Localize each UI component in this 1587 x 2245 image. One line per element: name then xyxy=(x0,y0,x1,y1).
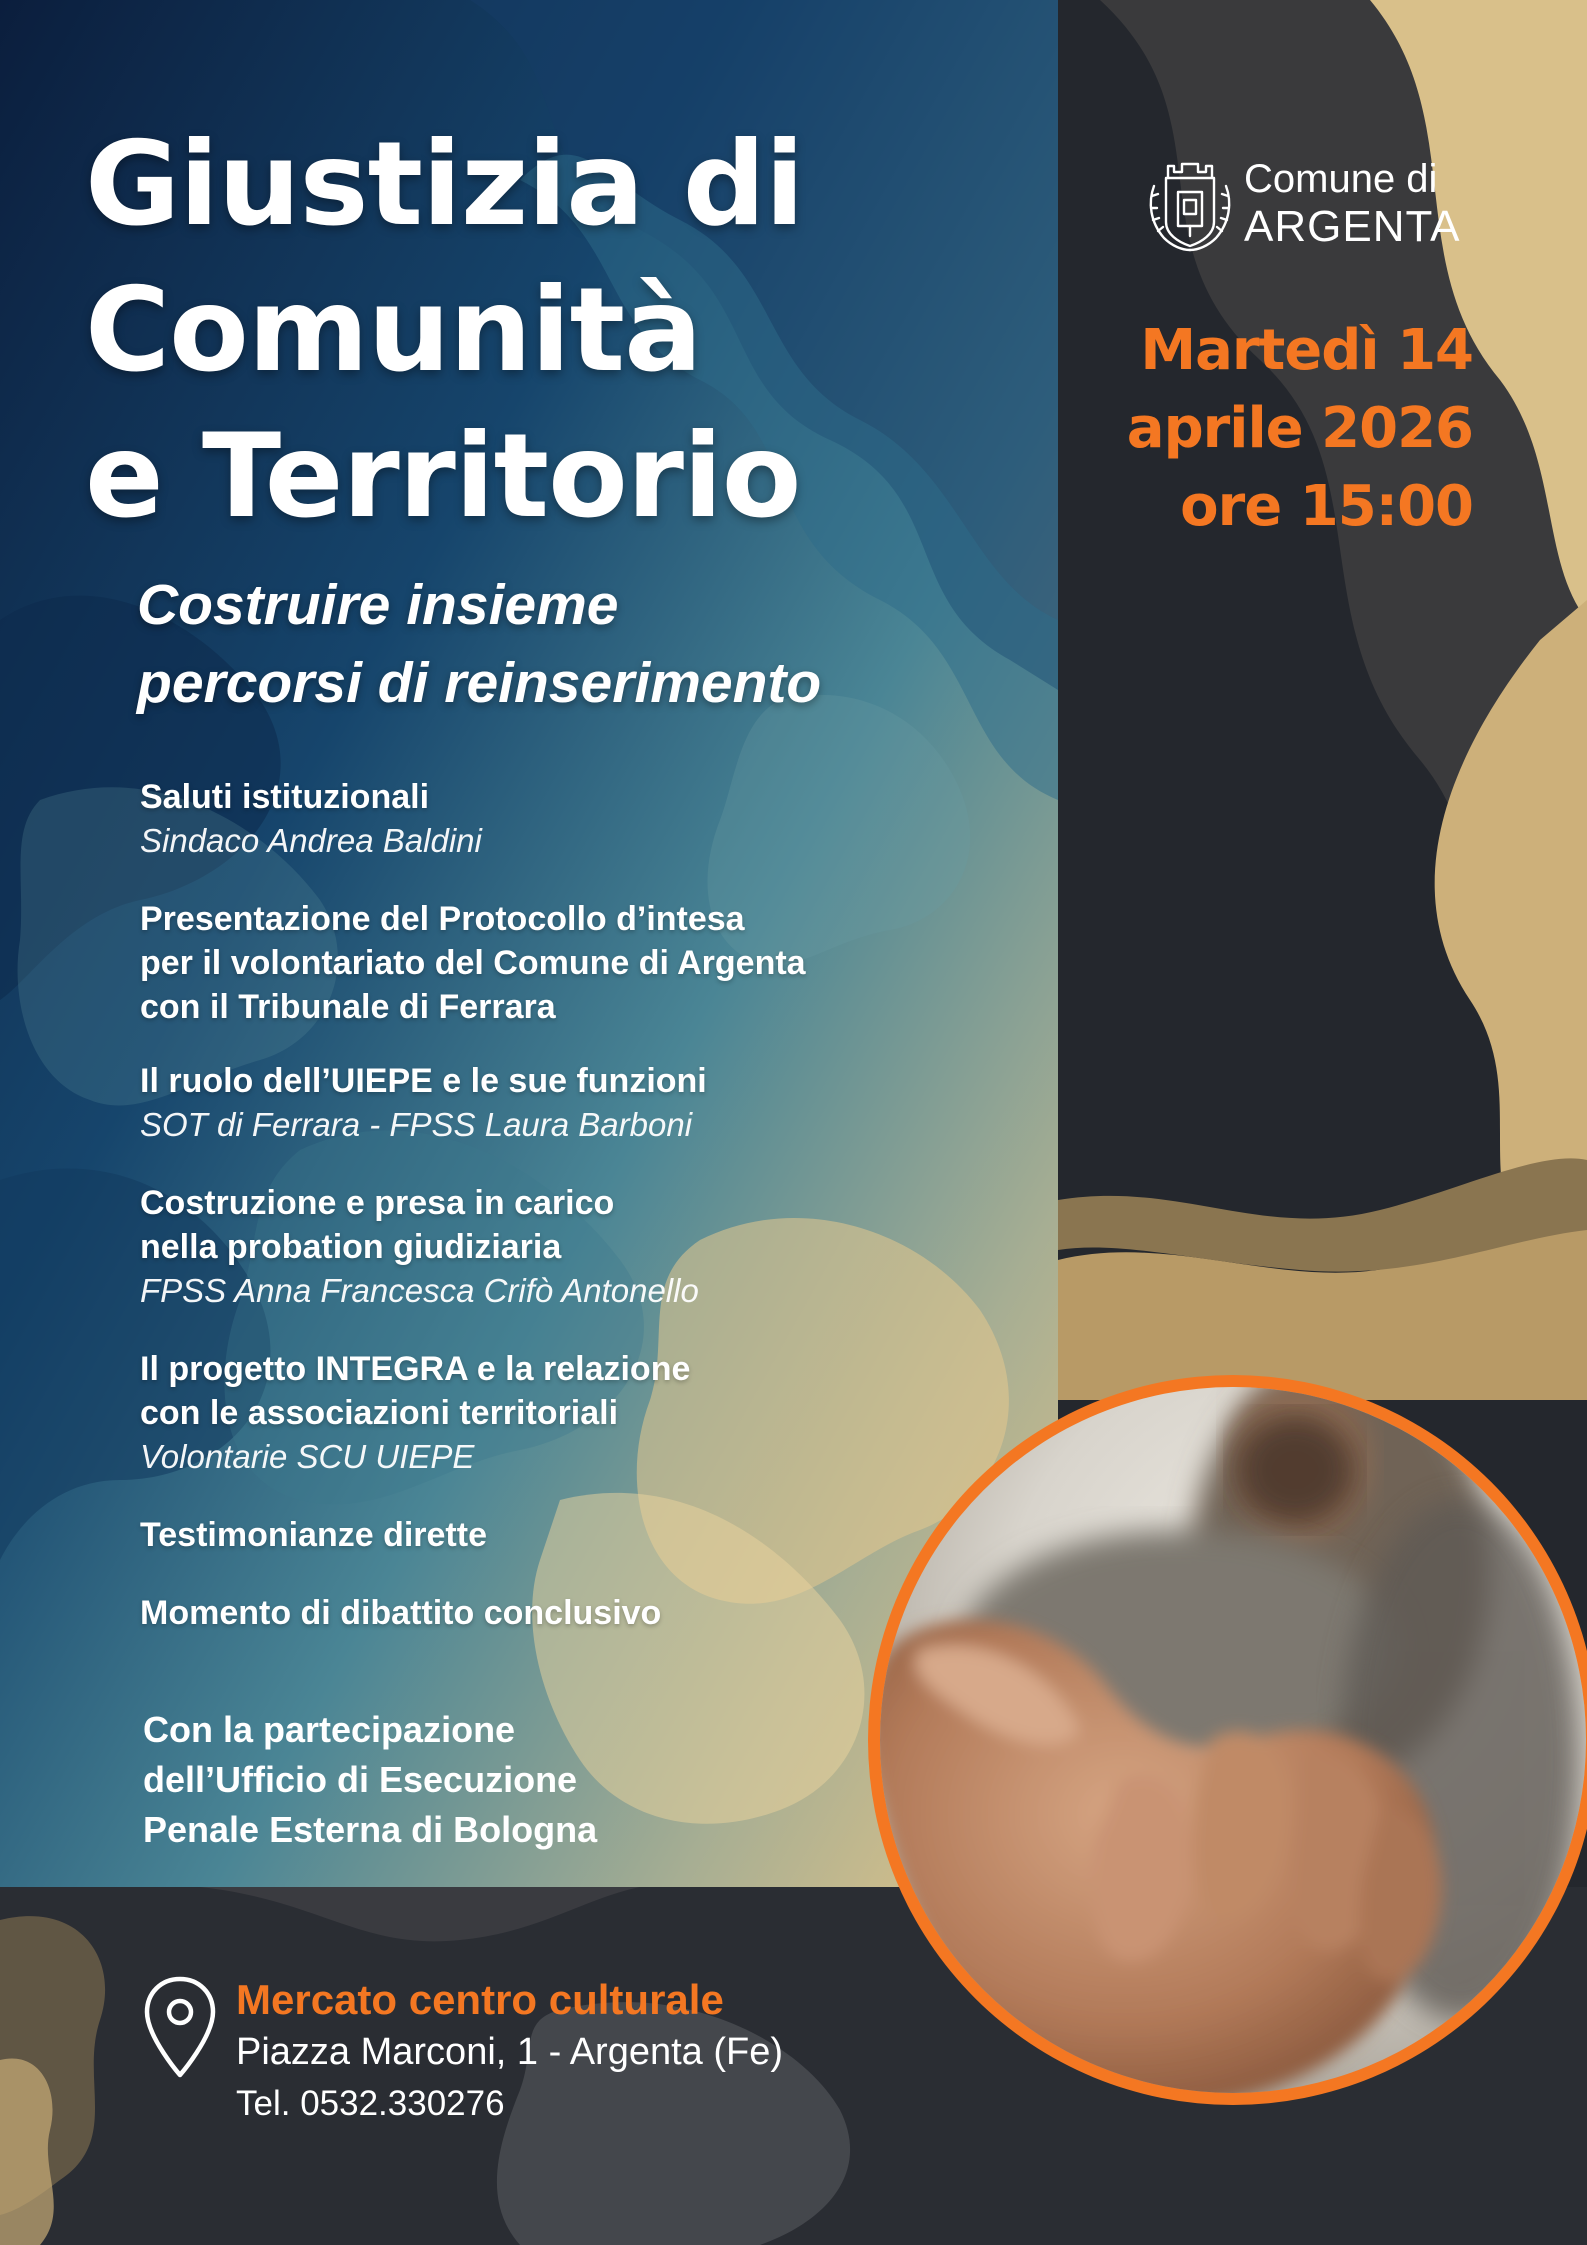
agenda-item-title xyxy=(140,1181,1000,1269)
agenda-item-title xyxy=(140,1059,1000,1103)
municipality-logo-text xyxy=(1244,156,1460,252)
agenda-item xyxy=(140,897,1000,1029)
logo-line-1: Comune di xyxy=(1244,157,1438,201)
agenda-item-title xyxy=(140,1591,1000,1635)
agenda-item-speaker: Volontarie SCU UIEPE xyxy=(140,1438,475,1475)
agenda-item-title xyxy=(140,1513,1000,1557)
agenda-item-speaker: SOT di Ferrara - FPSS Laura Barboni xyxy=(140,1106,693,1143)
partner-line: Penale Esterna di Bologna xyxy=(143,1809,598,1850)
agenda-title-line: Il progetto INTEGRA e la relazione xyxy=(140,1350,691,1388)
event-date xyxy=(1127,312,1473,546)
agenda-title-line: per il volontariato del Comune di Argenta xyxy=(140,944,806,982)
venue-info xyxy=(236,1974,783,2130)
agenda-item xyxy=(140,1181,1000,1313)
castle-crest-icon xyxy=(1144,156,1236,252)
agenda-item-title xyxy=(140,775,1000,819)
agenda-title-line: Testimonianze dirette xyxy=(140,1516,487,1554)
agenda-title-line: Presentazione del Protocollo d’intesa xyxy=(140,900,745,938)
location-pin-icon xyxy=(142,1975,218,2081)
agenda-title-line: con le associazioni territoriali xyxy=(140,1394,619,1432)
event-subtitle xyxy=(137,566,821,722)
event-title xyxy=(85,112,804,550)
date-month-year: aprile 2026 xyxy=(1126,396,1473,461)
title-line: Comunità xyxy=(85,263,702,398)
subtitle-line: percorsi di reinserimento xyxy=(137,651,822,715)
agenda-title-line: Il ruolo dell’UIEPE e le sue funzioni xyxy=(140,1062,707,1100)
agenda-title-line: Costruzione e presa in carico xyxy=(140,1184,615,1222)
agenda-title-line: con il Tribunale di Ferrara xyxy=(140,988,556,1026)
agenda-title-line: nella probation giudiziaria xyxy=(140,1228,562,1266)
agenda-item-title xyxy=(140,1347,1000,1435)
date-day: Martedì 14 xyxy=(1140,318,1473,383)
agenda-title-line: Saluti istituzionali xyxy=(140,778,430,816)
partner-line: dell’Ufficio di Esecuzione xyxy=(143,1759,578,1800)
title-line: e Territorio xyxy=(85,409,801,544)
partner-line: Con la partecipazione xyxy=(143,1709,516,1750)
agenda-item xyxy=(140,1513,1000,1557)
agenda-item xyxy=(140,775,1000,863)
agenda-item xyxy=(140,1059,1000,1147)
agenda-list xyxy=(140,775,1000,1669)
agenda-item xyxy=(140,1591,1000,1635)
subtitle-line: Costruire insieme xyxy=(137,573,619,637)
agenda-item-speaker: Sindaco Andrea Baldini xyxy=(140,822,482,859)
date-time: ore 15:00 xyxy=(1180,474,1473,539)
venue-phone: Tel. 0532.330276 xyxy=(236,2084,505,2123)
venue-name: Mercato centro culturale xyxy=(236,1976,724,2023)
agenda-item xyxy=(140,1347,1000,1479)
agenda-item-speaker: FPSS Anna Francesca Crifò Antonello xyxy=(140,1272,699,1309)
partner-note xyxy=(143,1705,597,1855)
title-line: Giustizia di xyxy=(85,117,804,252)
agenda-item-title xyxy=(140,897,1000,1029)
logo-line-2: ARGENTA xyxy=(1244,202,1461,251)
venue-address: Piazza Marconi, 1 - Argenta (Fe) xyxy=(236,2031,783,2073)
agenda-title-line: Momento di dibattito conclusivo xyxy=(140,1594,662,1632)
